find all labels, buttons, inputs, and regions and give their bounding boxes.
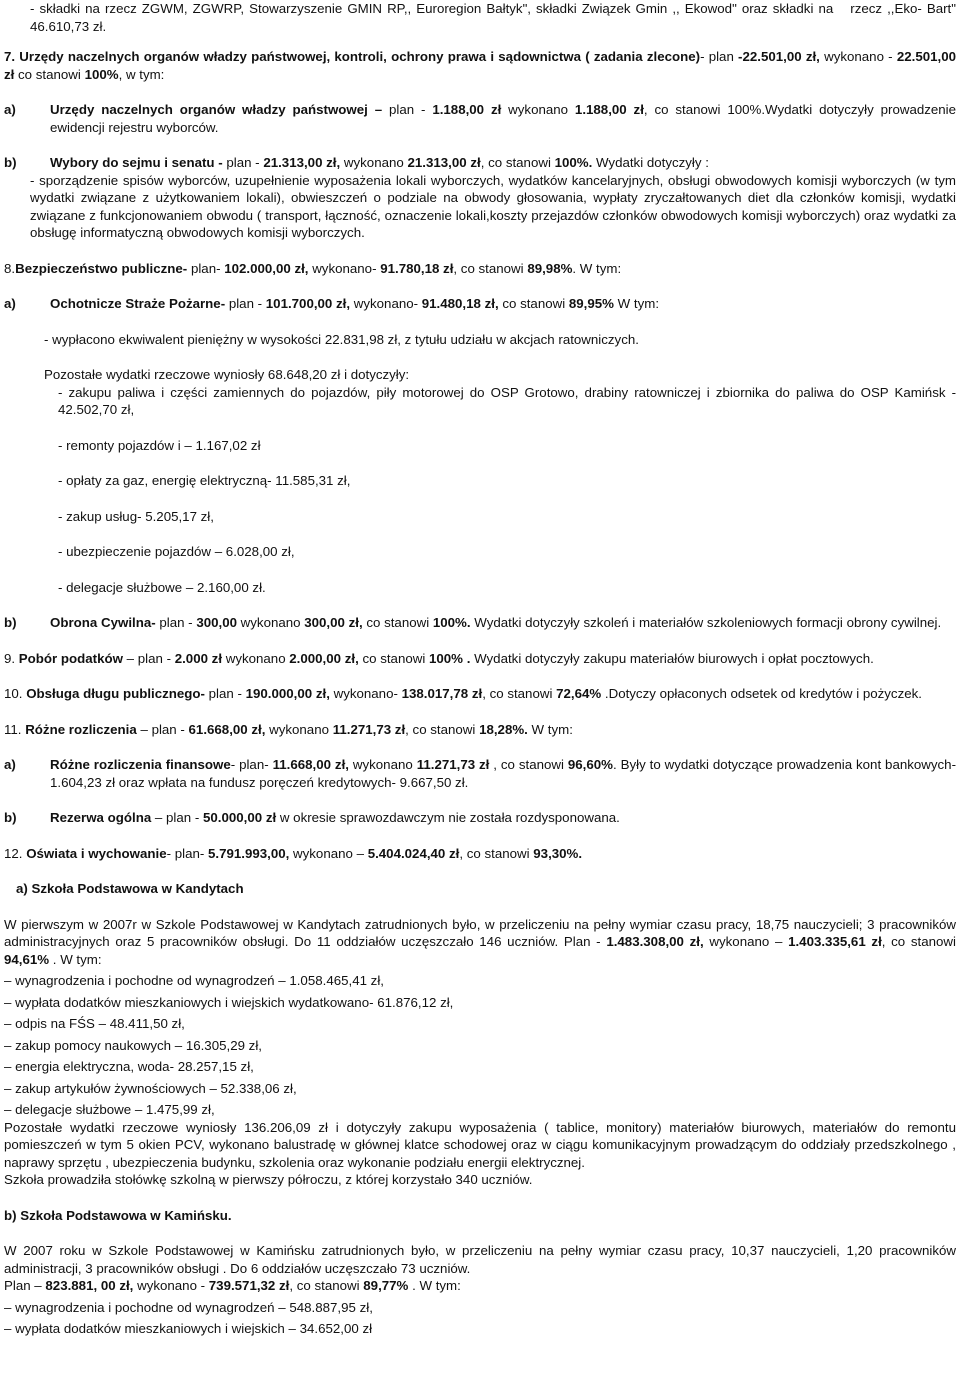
item-7b	[4, 154, 956, 172]
text: Obrona Cywilna-	[50, 615, 156, 630]
text: 89,95%	[568, 296, 614, 311]
subheading-kaminsk: b) Szkoła Podstawowa w Kamińsku.	[4, 1207, 232, 1223]
material-expenses-intro	[4, 366, 956, 384]
text: 89,98%	[527, 260, 573, 276]
text: 1.188,00 zł	[574, 102, 644, 117]
item-label: a)	[4, 102, 16, 117]
text: 7. Urzędy naczelnych organów władzy państwowej, kontroli, ochrony prawa i sądownictwa ( zadania zlecone)	[4, 49, 701, 64]
text: 9.	[4, 650, 19, 666]
text: 2.000 zł	[174, 650, 223, 666]
kandyty-expenses-list	[4, 972, 956, 1119]
item-label: b)	[4, 155, 17, 170]
item-11a	[4, 756, 956, 791]
text: Wydatki dotyczyły :	[592, 155, 709, 170]
text: 300,00 zł,	[304, 615, 363, 630]
list-item: – wynagrodzenia i pochodne od wynagrodzeń – 1.058.465,41 zł,	[4, 973, 384, 988]
text: , co stanowi 100%.Wydatki dotyczyły prowadzenie ewidencji rejestru wyborców.	[50, 102, 957, 135]
list-item	[58, 472, 956, 490]
text: plan-	[187, 260, 225, 276]
section-10	[4, 685, 956, 703]
section-9	[4, 650, 956, 668]
text: 102.000,00 zł,	[224, 260, 309, 276]
text: , co stanowi	[489, 757, 568, 772]
paragraph-kaminsk: W 2007 roku w Szkole Podstawowej w Kamińsku zatrudnionych było, w przeliczeniu na pełny wymiar czasu pracy, 10,37 nauczycieli, 1,20 pracowników administracji, 3 pracowników obsługi . Do 6 oddziałów uczęszczało 73 uczniów.	[4, 1243, 956, 1276]
text: wykonano	[501, 102, 575, 117]
text: 138.017,78 zł	[401, 686, 483, 701]
text: 823.881, 00 zł,	[45, 1278, 134, 1293]
text: – plan -	[136, 721, 189, 737]
text: , w tym:	[118, 66, 165, 82]
section-8-heading	[4, 260, 956, 278]
item-text	[50, 101, 956, 136]
text: 11.668,00 zł,	[272, 757, 349, 772]
text: - sporządzenie spisów wyborców, uzupełnienie wyposażenia lokali wyborczych, wydatków kancelaryjnych, obsługi obwodowych komisji wyborczych (w tym wydatki związane z użytkowaniem lokali), obwieszczeń o podziale na obwody głosowania, wypłaty zryczałtowanych diet dla członków komisji, wydatki związane z funkcjonowaniem obwodu ( transport, łączność, oznaczenie lokali,koszty przejazdów członków obwodowych komisji wyborczych) oraz wydatki za obsługę informatyczną obwodowych komisji wyborczych.	[30, 172, 956, 240]
text: , co stanowi	[405, 721, 480, 737]
list-item: – wypłata dodatków mieszkaniowych i wiejskich wydatkowano- 61.876,12 zł,	[4, 994, 454, 1010]
item-7a	[4, 101, 956, 136]
material-expenses-list	[4, 384, 956, 597]
text: 2.000,00 zł,	[289, 650, 359, 666]
item-text	[50, 614, 956, 632]
text: co stanowi	[14, 66, 85, 82]
text: Ochotnicze Straże Pożarne-	[50, 296, 226, 311]
text: 101.700,00 zł,	[265, 296, 351, 311]
list-item: – delegacje służbowe – 1.475,99 zł,	[4, 1102, 215, 1117]
text: 1.188,00 zł	[432, 102, 502, 117]
text: 5.404.024,40 zł	[367, 845, 460, 861]
text: Urzędy naczelnych organów władzy państwowej –	[50, 102, 389, 117]
item-label: a)	[4, 296, 16, 311]
text: Wybory do sejmu i senatu -	[50, 155, 227, 170]
text: , co stanowi	[289, 1278, 364, 1293]
text: 100%.	[432, 615, 471, 630]
text: Różne rozliczenia finansowe	[50, 757, 231, 772]
text: - plan-	[230, 757, 273, 772]
text: - remonty pojazdów i – 1.167,02 zł	[58, 437, 261, 453]
text: 100%.	[554, 155, 593, 170]
text: wykonano-	[350, 296, 422, 311]
text: Pobór podatków	[18, 650, 123, 666]
text: - opłaty za gaz, energię elektryczną- 11.585,31 zł,	[58, 473, 351, 488]
text: 12.	[4, 845, 27, 861]
text: co stanowi	[358, 650, 429, 666]
text: . W tym:	[49, 951, 102, 967]
text: Wydatki dotyczyły zakupu materiałów biurowych i opłat pocztowych.	[470, 650, 874, 666]
text: wykonano -	[133, 1278, 209, 1293]
item-text	[50, 154, 956, 172]
text: wykonano-	[308, 260, 381, 276]
text: 10.	[4, 686, 27, 701]
text: wykonano –	[289, 845, 368, 861]
text: Oświata i wychowanie	[26, 845, 167, 861]
item-8a-equivalent	[4, 331, 956, 349]
section-11	[4, 721, 956, 739]
text: Bezpieczeństwo publiczne-	[15, 260, 188, 276]
text: 100% .	[429, 650, 471, 666]
section-7-heading	[4, 48, 956, 83]
item-label: b)	[4, 615, 17, 630]
text: 739.571,32 zł	[208, 1278, 290, 1293]
list-item: – energia elektryczna, woda- 28.257,15 zł,	[4, 1059, 254, 1074]
text: , co stanowi	[881, 934, 956, 949]
text: 72,64%	[556, 686, 602, 701]
text: 22.501,00 zł	[4, 49, 956, 82]
item-11b	[4, 809, 956, 827]
text: - ubezpieczenie pojazdów – 6.028,00 zł,	[58, 544, 295, 559]
list-item	[58, 579, 956, 597]
text: 94,61%	[4, 951, 50, 967]
paragraph-kandyty	[4, 916, 956, 969]
text: 89,77%	[363, 1278, 409, 1293]
text: -22.501,00 zł,	[738, 49, 820, 64]
text: 91.480,18 zł,	[421, 296, 499, 311]
text: 50.000,00 zł	[202, 810, 277, 825]
text: wykonano –	[703, 934, 789, 949]
text: . W tym:	[408, 1278, 461, 1293]
text: wykonano -	[824, 49, 897, 64]
text: Obsługa długu publicznego-	[26, 686, 205, 701]
text: - zakupu paliwa i części zamiennych do pojazdów, piły motorowej do OSP Grotowo, drabiny ratowniczej i zbiornika do paliwa do OSP Kamińsk - 42.502,70 zł,	[58, 384, 956, 417]
text: wykonano	[343, 155, 408, 170]
text: plan -	[204, 686, 246, 701]
list-item: – zakup artykułów żywnościowych – 52.338,06 zł,	[4, 1080, 297, 1096]
text: 21.313,00 zł	[407, 155, 481, 170]
item-label: a)	[4, 757, 16, 772]
text: W tym:	[527, 721, 573, 737]
text: , co stanowi	[480, 155, 555, 170]
text: 5.791.993,00,	[207, 845, 290, 861]
text: w okresie sprawozdawczym nie została rozdysponowana.	[276, 810, 620, 825]
text: – plan -	[151, 810, 203, 825]
list-item	[58, 437, 956, 455]
item-text	[50, 295, 956, 313]
list-item	[58, 384, 956, 419]
text: , co stanowi	[459, 845, 534, 861]
text: Rezerwa ogólna	[50, 810, 152, 825]
list-item: – wypłata dodatków mieszkaniowych i wiejskich – 34.652,00 zł	[4, 1321, 373, 1336]
text: - zakup usług- 5.205,17 zł,	[58, 508, 214, 524]
text: . Były to wydatki dotyczące prowadzenia kont bankowych- 1.604,23 zł oraz wpłata na fundusz poręczeń kredytowych- 9.667,50 zł.	[50, 757, 957, 790]
text: 18,28%.	[479, 721, 528, 737]
list-item	[58, 508, 956, 526]
text: wykonano	[236, 615, 305, 630]
text: 100%	[84, 66, 119, 82]
text: - plan-	[166, 845, 208, 861]
text: wykonano	[222, 650, 290, 666]
text: 21.313,00 zł,	[263, 155, 344, 170]
text: - delegacje służbowe – 2.160,00 zł.	[58, 579, 266, 595]
section-12	[4, 845, 956, 863]
list-item	[58, 543, 956, 561]
text: . W tym:	[572, 260, 622, 276]
text: W pierwszym w 2007r w Szkole Podstawowej w Kandytach zatrudnionych było, w przeliczeniu na pełny wymiar czasu pracy, 18,75 nauczycieli; 3 pracowników administracyjnych oraz 5 pracowników obsługi. Do 11 oddziałów uczęszczało 146 uczniów. Plan -	[4, 916, 956, 949]
text: plan -	[389, 102, 433, 117]
text: wykonano	[265, 721, 333, 737]
text: .Dotyczy opłaconych odsetek od kredytów i pożyczek.	[601, 686, 922, 701]
text: co stanowi	[362, 615, 433, 630]
item-text	[50, 809, 956, 827]
item-8a	[4, 295, 956, 313]
text: plan -	[226, 155, 264, 170]
text: – plan -	[122, 650, 175, 666]
text: 1.403.335,61 zł	[788, 934, 882, 949]
text: , co stanowi	[482, 686, 557, 701]
text: Wydatki dotyczyły szkoleń i materiałów szkoleniowych formacji obrony cywilnej.	[470, 615, 942, 630]
list-item: – zakup pomocy naukowych – 16.305,29 zł,	[4, 1037, 262, 1053]
text: 61.668,00 zł,	[188, 721, 266, 737]
list-item: – odpis na FŚS – 48.411,50 zł,	[4, 1016, 185, 1031]
text: Plan –	[4, 1278, 46, 1293]
text: Różne rozliczenia	[25, 721, 137, 737]
text: rzecz ,,Eko- Bart" 46.610,73 zł.	[30, 1, 956, 34]
text: wykonano	[348, 757, 417, 772]
text: - składki na rzecz ZGWM, ZGWRP, Stowarzyszenie GMIN RP,, Euroregion Bałtyk", składki Związek Gmin ,, Ekowod" oraz składki na	[30, 1, 834, 16]
text: , co stanowi	[453, 260, 528, 276]
text: 190.000,00 zł,	[245, 686, 330, 701]
text: plan -	[155, 615, 197, 630]
text: - wypłacono ekwiwalent pieniężny w wysokości 22.831,98 zł, z tytułu udziału w akcjach ratowniczych.	[44, 331, 639, 347]
text: wykonano-	[329, 686, 402, 701]
paragraph-kandyty-canteen: Szkoła prowadziła stołówkę szkolną w pierwszy półroczu, z której korzystało 340 uczniów.	[4, 1172, 533, 1187]
list-item: – wynagrodzenia i pochodne od wynagrodzeń – 548.887,95 zł,	[4, 1299, 373, 1315]
text: Pozostałe wydatki rzeczowe wyniosły 68.648,20 zł i dotyczyły:	[44, 367, 410, 382]
text: 91.780,18 zł	[380, 260, 454, 276]
text: - plan	[700, 49, 739, 64]
text: plan -	[225, 296, 266, 311]
text: 8.	[4, 260, 16, 276]
item-8b	[4, 614, 956, 632]
text: 96,60%	[567, 757, 613, 772]
text: 1.483.308,00 zł,	[606, 934, 704, 949]
paragraph-kaminsk-plan	[4, 1277, 956, 1295]
paragraph-fees	[4, 0, 956, 35]
text: 11.271,73 zł	[332, 721, 406, 737]
item-label: b)	[4, 810, 17, 825]
text: 300,00	[196, 615, 237, 630]
item-text	[50, 756, 956, 791]
text: 11.271,73 zł	[416, 757, 490, 772]
subheading-kandyty: a) Szkoła Podstawowa w Kandytach	[16, 881, 244, 896]
text: W tym:	[613, 296, 660, 311]
text: 93,30%.	[533, 845, 583, 861]
kaminsk-expenses-list	[4, 1299, 956, 1338]
item-7b-details	[4, 172, 956, 242]
text: co stanowi	[498, 296, 569, 311]
paragraph-kandyty-material: Pozostałe wydatki rzeczowe wyniosły 136.206,09 zł i dotyczyły zakupu wyposażenia ( tablice, monitory) materiałów biurowych, materiałów do remontu pomieszczeń w tym 5 okien PCV, wykonano balustradę w głównej klatce schodowej oraz w ciągu komunikacyjnym prowadzącym do oddziały przedszkolnego , naprawy sprzętu , ubezpieczenia budynku, szkolenia oraz wykonanie podziału energii elektrycznej.	[4, 1119, 956, 1170]
text: 11.	[4, 721, 26, 737]
